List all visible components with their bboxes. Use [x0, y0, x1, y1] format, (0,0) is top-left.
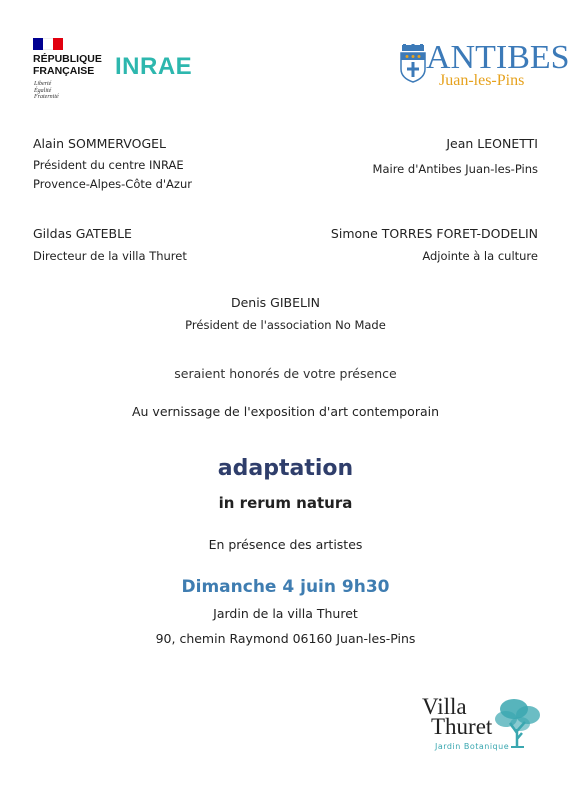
event-date: Dimanche 4 juin 9h30 — [181, 577, 390, 597]
republique-line1: RÉPUBLIQUE — [33, 53, 102, 65]
host-name-gateble: Gildas GATEBLE — [33, 226, 132, 241]
host-role-torres: Adjointe à la culture — [422, 249, 538, 263]
host-role-sommervogel-2: Provence-Alpes-Côte d'Azur — [33, 177, 192, 191]
motto-liberte: Liberté — [34, 81, 52, 87]
antibes-crest-icon — [398, 43, 428, 83]
host-role-gateble: Directeur de la villa Thuret — [33, 249, 187, 263]
event-address: 90, chemin Raymond 06160 Juan-les-Pins — [155, 631, 416, 646]
honored-line: seraient honorés de votre présence — [174, 366, 397, 381]
republique-francaise-logo — [33, 53, 102, 77]
inrae-logo: INRAE — [115, 53, 193, 80]
villa-thuret-logo-villa: Villa — [422, 694, 467, 719]
event-venue: Jardin de la villa Thuret — [213, 606, 358, 621]
french-flag-icon — [33, 38, 63, 50]
republique-line2: FRANÇAISE — [33, 65, 95, 77]
exhibition-title: adaptation — [217, 456, 354, 481]
exhibition-subtitle: in rerum natura — [218, 494, 353, 512]
tree-icon — [492, 695, 542, 750]
motto-fraternite: Fraternité — [34, 94, 59, 100]
host-role-leonetti: Maire d'Antibes Juan-les-Pins — [372, 162, 538, 176]
villa-thuret-logo-thuret: Thuret — [431, 714, 493, 739]
host-name-leonetti: Jean LEONETTI — [446, 136, 538, 151]
motto-egalite: Égalité — [34, 87, 52, 94]
event-line: Au vernissage de l'exposition d'art contemporain — [131, 404, 440, 419]
host-name-gibelin: Denis GIBELIN — [230, 295, 321, 310]
host-name-torres: Simone TORRES FORET-DODELIN — [330, 226, 538, 241]
host-role-sommervogel-1: Président du centre INRAE — [33, 158, 184, 172]
republique-motto — [34, 81, 59, 101]
artists-presence: En présence des artistes — [208, 537, 363, 552]
antibes-logo-subtitle: Juan-les-Pins — [439, 72, 525, 89]
antibes-logo-word: ANTIBES — [426, 39, 570, 76]
host-name-sommervogel: Alain SOMMERVOGEL — [33, 136, 167, 151]
host-role-gibelin: Président de l'association No Made — [185, 318, 386, 332]
villa-thuret-tagline: Jardin Botanique — [435, 742, 510, 751]
